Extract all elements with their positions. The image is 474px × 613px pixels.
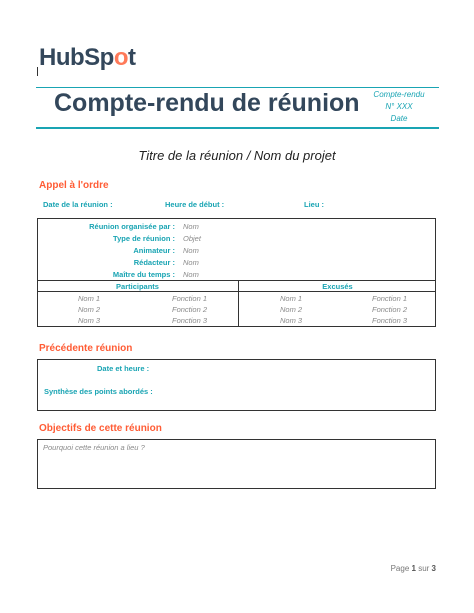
text-cursor-mark <box>37 67 38 76</box>
excused-name: Nom 2 <box>280 305 303 314</box>
document-title: Compte-rendu de réunion <box>54 89 360 117</box>
detail-row <box>37 222 237 234</box>
detail-label: Animateur : <box>133 246 175 255</box>
participant-role: Fonction 2 <box>172 305 208 314</box>
detail-label: Réunion organisée par : <box>89 222 175 231</box>
excused-role: Fonction 2 <box>372 305 408 314</box>
excuses-header: Excusés <box>322 282 353 291</box>
detail-row <box>37 246 237 258</box>
participant-name: Nom 1 <box>78 294 101 303</box>
detail-row <box>37 234 237 246</box>
objectives-placeholder: Pourquoi cette réunion a lieu ? <box>43 443 145 452</box>
sprocket-icon: o <box>113 44 128 71</box>
detail-value: Nom <box>183 222 199 231</box>
detail-label: Maître du temps : <box>112 270 175 279</box>
start-time-label: Heure de début : <box>165 200 225 209</box>
excused-name: Nom 3 <box>280 316 303 325</box>
detail-value: Nom <box>183 270 199 279</box>
participants-header-top-line <box>37 280 436 281</box>
meeting-date-label: Date de la réunion : <box>43 200 113 209</box>
meeting-title: Titre de la réunion / Nom du projet <box>138 148 336 163</box>
participants-header: Participants <box>116 282 159 291</box>
hubspot-logo: HubSpot <box>39 44 136 71</box>
section-heading-previous: Précédente réunion <box>39 343 133 354</box>
section-heading-objectives: Objectifs de cette réunion <box>39 423 162 434</box>
participant-role: Fonction 3 <box>172 316 208 325</box>
document-meta <box>364 89 434 125</box>
detail-label: Rédacteur : <box>133 258 175 267</box>
page-indicator: Page 1 sur 3 <box>390 564 436 573</box>
section-heading-appel: Appel à l'ordre <box>39 180 109 191</box>
excused-role: Fonction 3 <box>372 316 408 325</box>
detail-value: Nom <box>183 258 199 267</box>
excused-role: Fonction 1 <box>372 294 408 303</box>
participant-name: Nom 3 <box>78 316 101 325</box>
detail-row <box>37 258 237 270</box>
title-rule-top <box>36 87 439 88</box>
meta-date: Date <box>390 114 408 123</box>
detail-label: Type de réunion : <box>113 234 175 243</box>
previous-datetime-label: Date et heure : <box>97 364 150 373</box>
meta-number: N° XXX <box>385 102 413 111</box>
participant-role: Fonction 1 <box>172 294 208 303</box>
participants-header-bottom-line <box>37 291 436 292</box>
title-rule-bottom <box>36 127 439 129</box>
place-label: Lieu : <box>304 200 324 209</box>
excused-name: Nom 1 <box>280 294 303 303</box>
previous-summary-label: Synthèse des points abordés : <box>44 387 153 396</box>
meta-report-label: Compte-rendu <box>373 90 425 99</box>
participant-name: Nom 2 <box>78 305 101 314</box>
meeting-details-list <box>37 222 237 282</box>
detail-value: Nom <box>183 246 199 255</box>
detail-value: Objet <box>183 234 201 243</box>
